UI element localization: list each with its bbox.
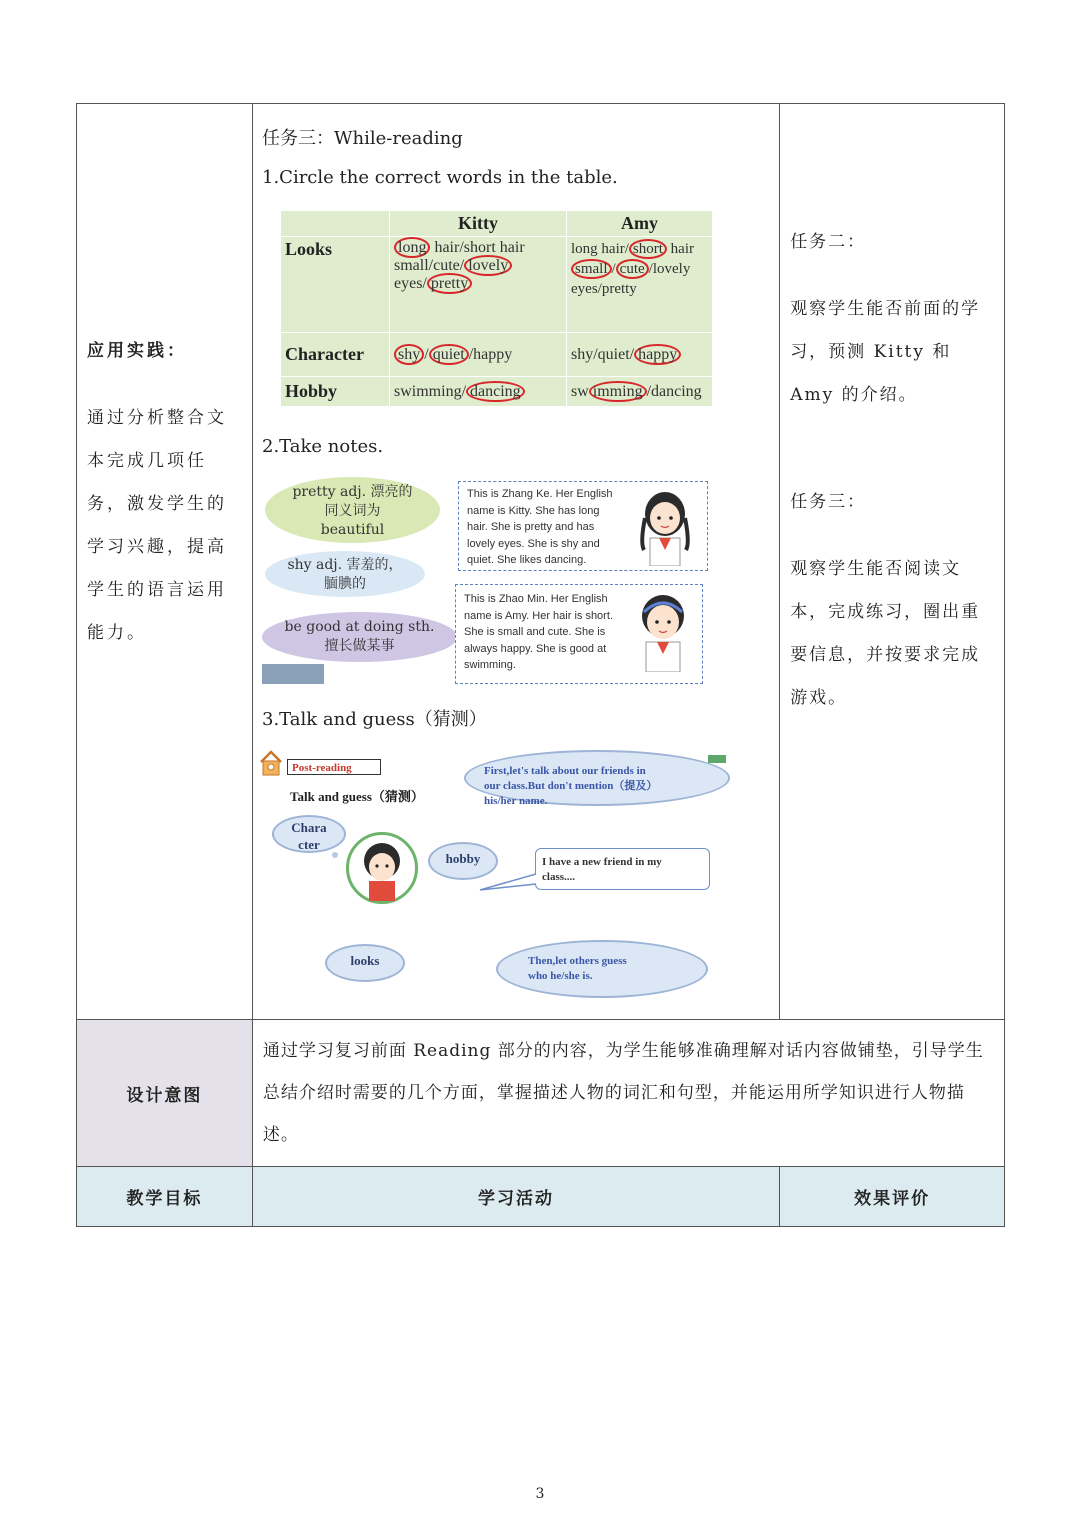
- speech-pointer: [478, 870, 538, 894]
- note-card-amy: This is Zhao Min. Her English name is Amy. Her hair is short. She is small and cute. She is always happy. She is good at swimming.: [455, 584, 703, 684]
- footer-col1: 教学目标: [77, 1167, 253, 1227]
- task3-title: 任务三：: [790, 492, 867, 512]
- kitty-hobby: swimming/ dancing: [390, 377, 567, 407]
- thought-dot: [332, 852, 338, 858]
- amy-illustration-icon: [628, 590, 698, 676]
- amy-character: shy/quiet/ happy: [567, 333, 713, 377]
- practice-description: 通过分析整合文本完成几项任务，激发学生的学习兴趣，提高学生的语言运用能力。: [87, 408, 227, 643]
- kitty-illustration-icon: [634, 488, 696, 570]
- student-avatar: [346, 832, 418, 904]
- vocab-header-blank: [281, 211, 390, 237]
- note-bubble-shy: shy adj. 害羞的， 腼腆的: [265, 551, 425, 597]
- step3-label: 3.Talk and guess（猜测）: [262, 709, 487, 730]
- task2-title: 任务二：: [790, 232, 867, 252]
- note-card-kitty: This is Zhang Ke. Her English name is Kitty. She has long hair. She is pretty and has lovely eyes. She is shy and quiet. She likes dancing.: [458, 481, 708, 571]
- step2-label: 2.Take notes.: [262, 436, 384, 457]
- talk-guess-title: Talk and guess（猜测）: [290, 789, 424, 804]
- left-column: [77, 104, 253, 1020]
- thumbnail-image: [262, 664, 324, 684]
- task3-text: 观察学生能否阅读文本，完成练习，圈出重要信息，并按要求完成游戏。: [790, 559, 981, 708]
- row-label-looks: Looks: [281, 237, 390, 333]
- cloud-looks: looks: [325, 944, 405, 982]
- amy-looks: long hair/ short hair small / cute /lovely eyes/pretty: [567, 237, 713, 333]
- cloud-character: Chara cter: [272, 815, 346, 853]
- note-bubble-pretty: pretty adj. 漂亮的 同义词为 beautiful: [265, 477, 440, 543]
- vocab-header-kitty: Kitty: [390, 211, 567, 237]
- vocab-header-amy: Amy: [567, 211, 713, 237]
- right-column: [780, 104, 1005, 1020]
- vocab-table: [280, 210, 713, 407]
- house-icon: [259, 750, 283, 780]
- post-reading-tag: Post-reading: [287, 759, 381, 775]
- step1-label: 1.Circle the correct words in the table.: [262, 167, 618, 188]
- kitty-looks: long hair/short hair small/cute/ lovely eyes/ pretty: [390, 237, 567, 333]
- row-label-character: Character: [281, 333, 390, 377]
- cloud-guess: Then,let others guess who he/she is.: [496, 940, 708, 998]
- decor-leaf: [708, 755, 726, 763]
- footer-col2: 学习活动: [252, 1167, 779, 1227]
- task-heading: 任务三：While-reading: [262, 128, 463, 149]
- design-intent-text: 通过学习复习前面 Reading 部分的内容，为学生能够准确理解对话内容做铺垫，引导学生总结介绍时需要的几个方面，掌握描述人物的词汇和句型，并能运用所学知识进行人物描述。: [262, 1041, 984, 1145]
- page-number: 3: [535, 1486, 545, 1502]
- note-bubble-good-at: be good at doing sth. 擅长做某事: [262, 612, 457, 662]
- kitty-character: shy / quiet /happy: [390, 333, 567, 377]
- practice-title: 应用实践：: [87, 341, 187, 361]
- amy-hobby: sw imming /dancing: [567, 377, 713, 407]
- cloud-hobby: hobby: [428, 842, 498, 880]
- task2-text: 观察学生能否前面的学习，预测 Kitty 和 Amy 的介绍。: [790, 299, 981, 405]
- cloud-instructions: First,let's talk about our friends in our class.But don't mention（提及） his/her name.: [464, 750, 730, 806]
- design-intent-label: 设计意图: [77, 1020, 253, 1167]
- footer-col3: 效果评价: [780, 1167, 1005, 1227]
- row-label-hobby: Hobby: [281, 377, 390, 407]
- speech-box: I have a new friend in my class....: [535, 848, 710, 890]
- design-intent-cell: [252, 1020, 1004, 1167]
